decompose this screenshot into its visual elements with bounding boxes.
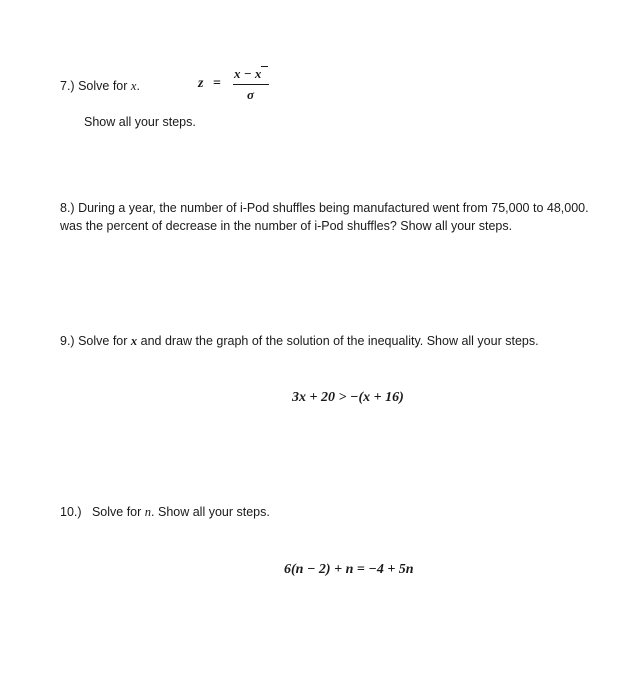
problem-7-number: 7.)	[60, 79, 75, 93]
problem-10-prompt-suffix: . Show all your steps.	[151, 505, 270, 519]
problem-7-prompt	[60, 78, 140, 94]
problem-7-prompt-suffix: .	[136, 79, 140, 93]
problem-10-variable: n	[144, 505, 152, 519]
problem-7-instruction: Show all your steps.	[84, 115, 196, 129]
problem-7-prompt-prefix: Solve for	[78, 79, 128, 93]
problem-8-number: 8.)	[60, 201, 75, 215]
problem-9-prompt-prefix: Solve for	[78, 334, 128, 348]
problem-8-line2: was the percent of decrease in the number of i-Pod shuffles? Show all your steps.	[60, 219, 513, 233]
fraction-bar	[233, 84, 269, 85]
equation: 6(n − 2) + n = −4 + 5n	[284, 562, 414, 577]
z-score-formula	[198, 66, 278, 110]
formula-equals: =	[213, 76, 221, 91]
formula-denominator: σ	[247, 87, 255, 102]
problem-10-prompt	[60, 504, 270, 520]
formula-numerator-text: x − x	[234, 66, 262, 81]
problem-9-prompt-suffix: and draw the graph of the solution of the inequality. Show all your steps.	[140, 334, 539, 348]
problem-10-number: 10.)	[60, 505, 82, 519]
problem-10-prompt-prefix: Solve for	[91, 505, 142, 519]
problem-9-number: 9.)	[60, 334, 75, 348]
problem-7-variable: x	[130, 79, 137, 93]
problem-8-line1	[60, 200, 589, 216]
problem-9-prompt	[60, 333, 539, 349]
x-bar-overline	[261, 66, 268, 67]
inequality: 3x + 20 > −(x + 16)	[292, 390, 404, 405]
problem-9-variable: x	[130, 334, 138, 348]
problem-8-line1-text: During a year, the number of i-Pod shuffles being manufactured went from 75,000 to 48,000.	[78, 201, 589, 215]
formula-numerator	[234, 66, 261, 82]
formula-lhs: z	[198, 76, 204, 91]
